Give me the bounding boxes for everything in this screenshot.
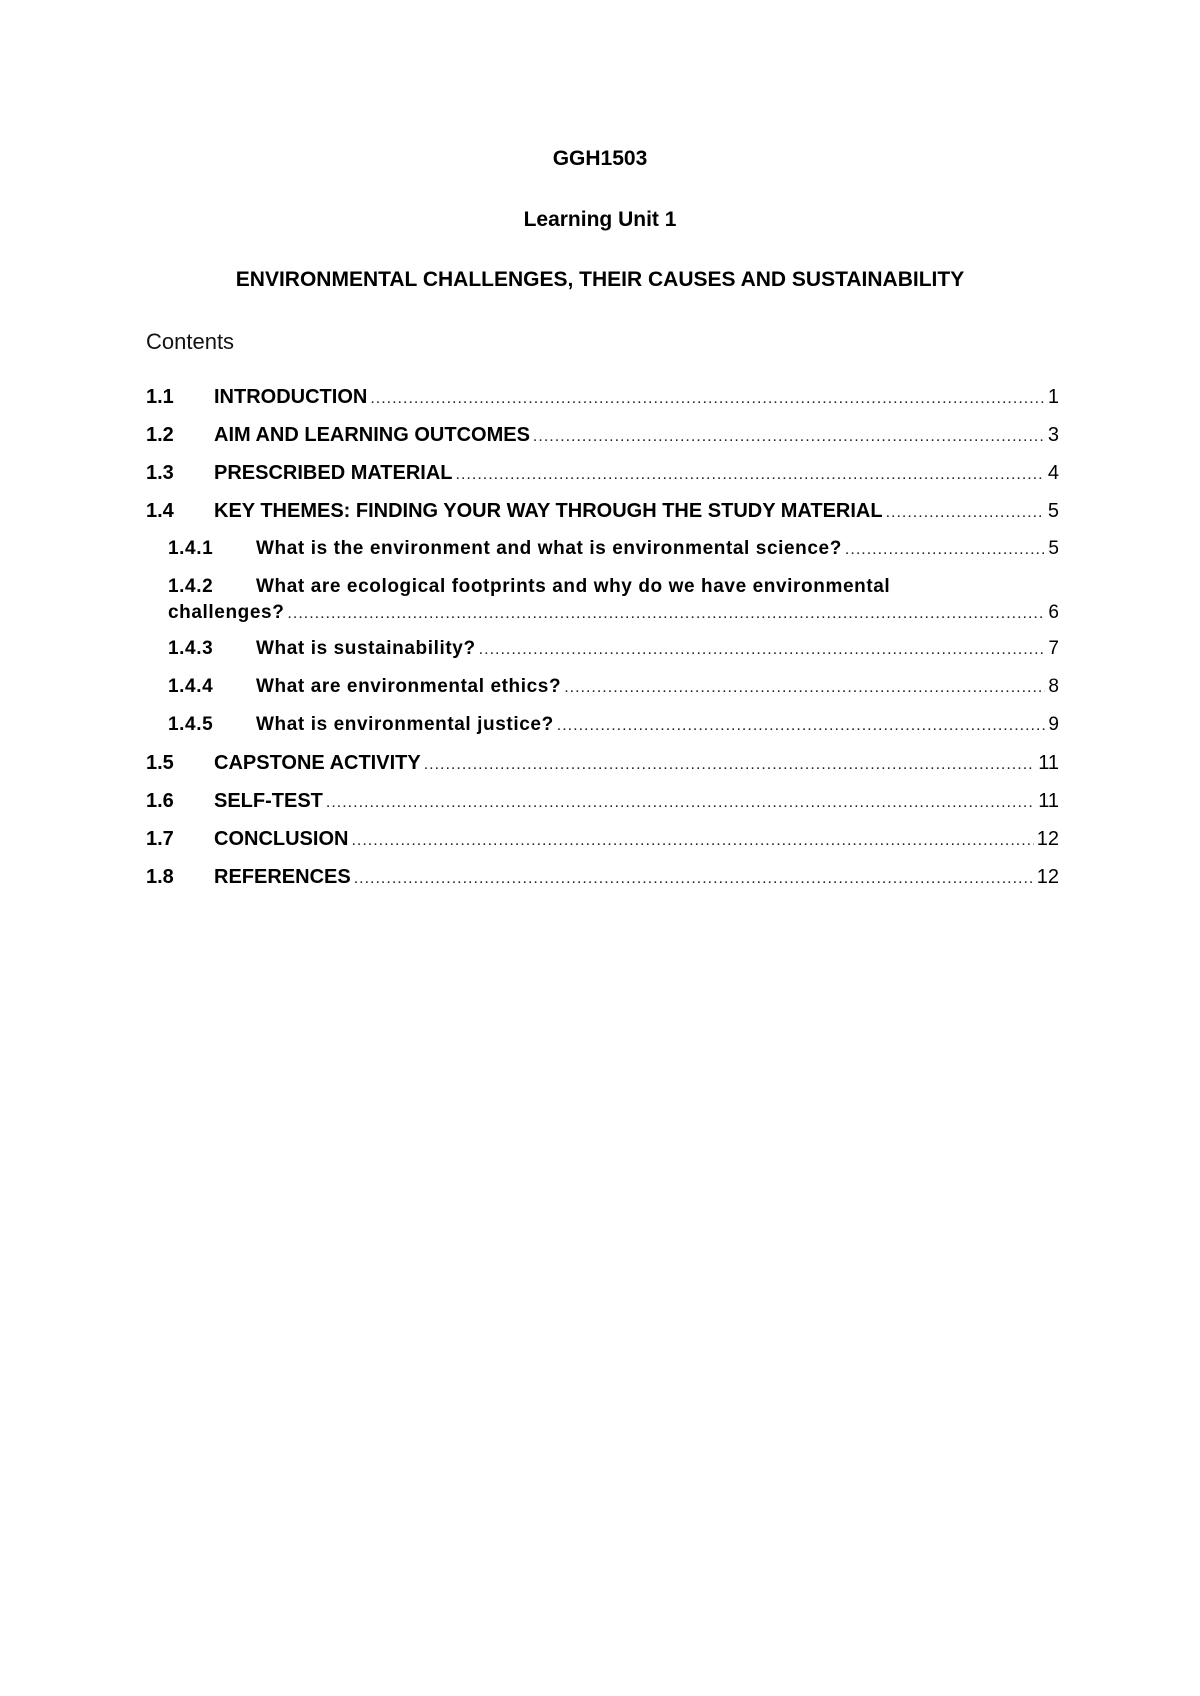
dot-leader [533,428,1045,446]
toc-entry-page: 9 [1048,714,1059,735]
toc-entry-1-8[interactable] [146,866,1059,904]
dot-leader [287,605,1045,623]
toc-entry-number: 1.4.3 [168,638,214,659]
contents-heading: Contents [146,329,235,354]
toc-entry-page: 4 [1047,462,1059,484]
unit-title: ENVIRONMENTAL CHALLENGES, THEIR CAUSES AND SUSTAINABILITY [235,268,965,291]
toc-entry-number: 1.4.5 [168,714,214,735]
table-of-contents [146,386,1059,904]
toc-entry-page: 12 [1036,866,1059,888]
toc-entry-page: 11 [1038,752,1059,774]
dot-leader [370,390,1045,408]
dot-leader [351,832,1033,850]
toc-entry-page: 5 [1047,500,1059,522]
toc-entry-1-6[interactable] [146,790,1059,828]
dot-leader [886,504,1045,522]
dot-leader [479,641,1046,659]
toc-entry-1-4[interactable] [146,500,1059,538]
toc-entry-page: 6 [1048,602,1059,623]
toc-entry-label: What is environmental justice? [256,714,554,735]
learning-unit-heading: Learning Unit 1 [523,208,677,231]
toc-entry-page: 7 [1048,638,1059,659]
toc-entry-1-1[interactable] [146,386,1059,424]
toc-entry-label: What is sustainability? [256,638,476,659]
toc-entry-label: SELF-TEST [214,790,323,812]
toc-entry-number: 1.4.1 [168,538,214,559]
course-code: GGH1503 [552,147,648,170]
toc-entry-label: What are environmental ethics? [256,676,562,697]
dot-leader [845,541,1046,559]
dot-leader [354,870,1034,888]
toc-entry-number: 1.3 [146,462,174,484]
toc-entry-number: 1.5 [146,752,174,774]
toc-entry-label: KEY THEMES: FINDING YOUR WAY THROUGH THE STUDY MATERIAL [214,500,883,522]
toc-entry-number: 1.4.4 [168,676,214,697]
toc-entry-1-7[interactable] [146,828,1059,866]
toc-entry-1-3[interactable] [146,462,1059,500]
toc-entry-label: CAPSTONE ACTIVITY [214,752,421,774]
toc-entry-number: 1.6 [146,790,174,812]
toc-entry-label: INTRODUCTION [214,386,368,408]
toc-entry-page: 1 [1047,386,1059,408]
toc-entry-number: 1.1 [146,386,174,408]
toc-entry-label: REFERENCES [214,866,351,888]
dot-leader [557,717,1046,735]
toc-entry-page: 11 [1038,790,1059,812]
toc-entry-label: CONCLUSION [214,828,349,850]
toc-entry-label: What are ecological footprints and why do we have environmental [256,576,891,597]
toc-entry-1-5[interactable] [146,752,1059,790]
toc-entry-page: 12 [1036,828,1059,850]
toc-entry-page: 8 [1048,676,1059,697]
toc-entry-page: 3 [1047,424,1059,446]
toc-entry-1-4-2[interactable] [146,576,1059,638]
toc-entry-1-4-4[interactable] [146,676,1059,714]
dot-leader [424,756,1036,774]
dot-leader [564,679,1045,697]
toc-entry-number: 1.4.2 [168,576,214,597]
toc-entry-label-continuation: challenges? [168,602,285,623]
toc-entry-label: What is the environment and what is environmental science? [256,538,842,559]
toc-entry-number: 1.4 [146,500,174,522]
dot-leader [326,794,1035,812]
dot-leader [456,466,1045,484]
toc-entry-1-2[interactable] [146,424,1059,462]
toc-entry-1-4-3[interactable] [146,638,1059,676]
toc-entry-page: 5 [1048,538,1059,559]
toc-entry-label: AIM AND LEARNING OUTCOMES [214,424,530,446]
toc-entry-number: 1.2 [146,424,174,446]
toc-entry-1-4-5[interactable] [146,714,1059,752]
toc-entry-number: 1.7 [146,828,174,850]
toc-entry-label: PRESCRIBED MATERIAL [214,462,453,484]
toc-entry-number: 1.8 [146,866,174,888]
toc-entry-1-4-1[interactable] [146,538,1059,576]
